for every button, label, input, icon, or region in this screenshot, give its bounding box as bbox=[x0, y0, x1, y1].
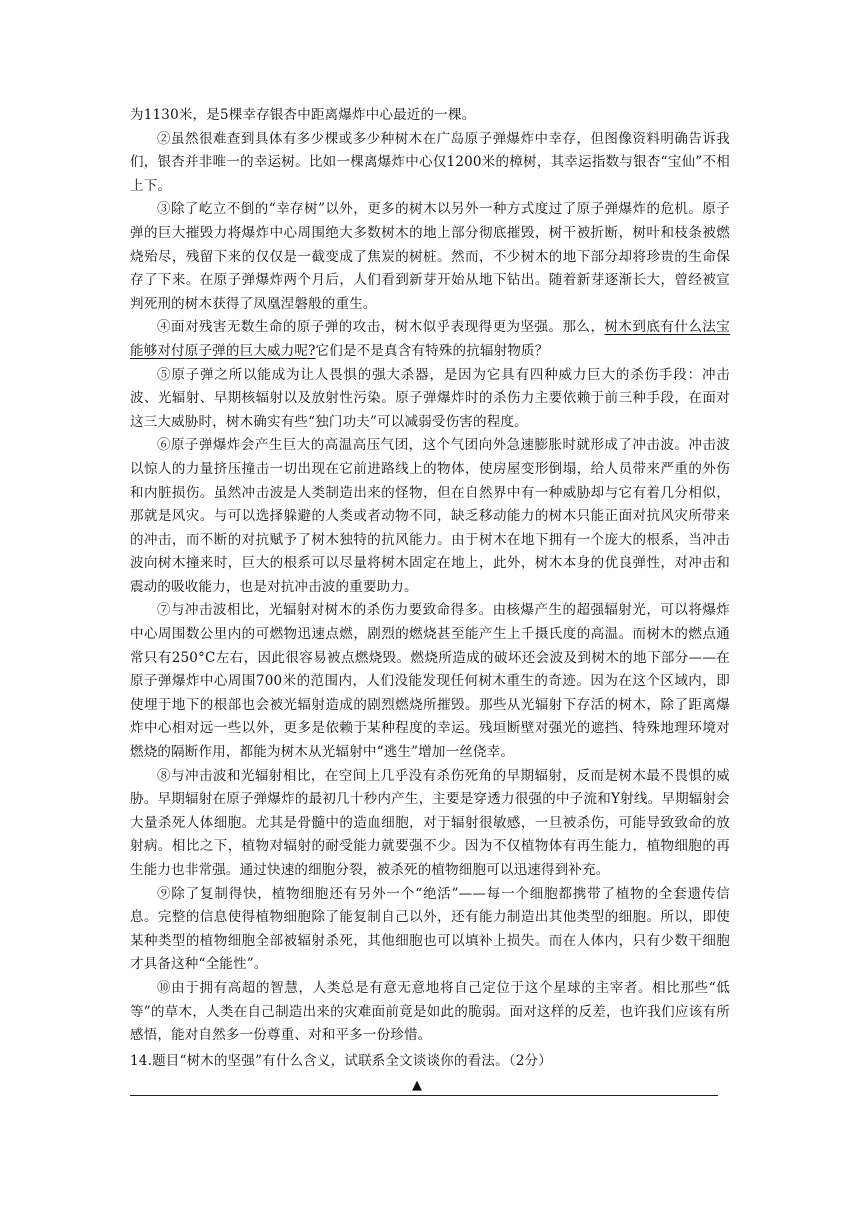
paragraph-5: ⑤原子弹之所以能成为让人畏惧的强大杀器，是因为它具有四种威力巨大的杀伤手段：冲击波、光辐射、早期核辐射以及放射性污染。原子弹爆炸时的杀伤力主要依赖于前三种手段，在面对这三大威胁时，树木确实有些“独门功夫”可以减弱受伤害的程度。 bbox=[130, 366, 730, 430]
underlined-question-sentence: 树木到底有什么法宝能够对付原子弹的巨大威力呢? bbox=[130, 319, 730, 359]
paragraph-6: ⑥原子弹爆炸会产生巨大的高温高压气团，这个气团向外急速膨胀时就形成了冲击波。冲击波以惊人的力量挤压撞击一切出现在它前进路线上的物体，使房屋变形倒塌，给人员带来严重的外伤和内脏损伤。虽然冲击波是人类制造出来的怪物，但在自然界中有一种威胁却与它有着几分相似，那就是风灾。与可以选择躲避的人类或者动物不同，缺乏移动能力的树木只能正面对抗风灾所带来的冲击，而不断的对抗赋予了树木独特的抗风能力。由于树木在地下拥有一个庞大的根系，当冲击波向树木撞来时，巨大的根系可以尽量将树木固定在地上，此外，树木本身的优良弹性，对冲击和震动的吸收能力，也是对抗冲击波的重要助力。 bbox=[130, 437, 730, 595]
question-14: 14.题目“树木的坚强”有什么含义，试联系全文谈谈你的看法。（2分） bbox=[130, 1052, 552, 1069]
paragraph-9: ⑨除了复制得快，植物细胞还有另外一个“绝活”——每一个细胞都携带了植物的全套遗传信息。完整的信息使得植物细胞除了能复制自己以外，还有能力制造出其他类型的细胞。所以，即使某种类型的植物细胞全部被辐射杀死，其他细胞也可以填补上损失。而在人体内，只有少数干细胞才具备这种“全能性”。 bbox=[130, 885, 730, 973]
answer-triangle-icon: ▲ bbox=[412, 1078, 422, 1094]
paragraph-4 bbox=[130, 316, 730, 363]
paragraph-continuation: 为1130米，是5棵幸存银杏中距离爆炸中心最近的一棵。 bbox=[130, 107, 476, 123]
answer-area[interactable] bbox=[130, 1073, 718, 1103]
paragraph-4-tail: 它们是不是真含有特殊的抗辐射物质？ bbox=[315, 342, 549, 359]
paragraph-10: ⑩由于拥有高超的智慧，人类总是有意无意地将自己定位于这个星球的主宰者。相比那些“低等”的草木，人类在自己制造出来的灾难面前竟是如此的脆弱。面对这样的反差，也许我们应该有所感悟，能对自然多一份尊重、对和平多一份珍惜。 bbox=[130, 979, 730, 1044]
answer-line bbox=[130, 1095, 718, 1096]
paragraph-8: ⑧与冲击波和光辐射相比，在空间上几乎没有杀伤死角的早期辐射，反而是树木最不畏惧的威胁。早期辐射在原子弹爆炸的最初几十秒内产生，主要是穿透力很强的中子流和Y射线。早期辐射会大量杀死人体细胞。尤其是骨髓中的造血细胞，对于辐射很敏感，一旦被杀伤，可能导致致命的放射病。相比之下，植物对辐射的耐受能力就要强不少。因为不仅植物体有再生能力，植物细胞的再生能力也非常强。通过快速的细胞分裂，被杀死的植物细胞可以迅速得到补充。 bbox=[130, 767, 730, 878]
paragraph-7: ⑦与冲击波相比，光辐射对树木的杀伤力要致命得多。由核爆产生的超强辐射光，可以将爆炸中心周围数公里内的可燃物迅速点燃，剧烈的燃烧甚至能产生上千摄氏度的高温。而树木的燃点通常只有250°C左右，因此很容易被点燃烧毁。燃烧所造成的破坏还会波及到树木的地下部分——在原子弹爆炸中心周围700米的范围内，人们没能发现任何树木重生的奇迹。因为在这个区域内，即使埋于地下的根部也会被光辐射造成的剧烈燃烧所摧毁。那些从光辐射下存活的树木，除了距离爆炸中心相对远一些以外，更多是依赖于某种程度的幸运。残垣断壁对强光的遮挡、特殊地理环境对燃烧的隔断作用，都能为树木从光辐射中“逃生”增加一丝侥幸。 bbox=[130, 602, 730, 761]
paragraph-3: ③除了屹立不倒的“幸存树”以外，更多的树木以另外一种方式度过了原子弹爆炸的危机。原子弹的巨大摧毁力将爆炸中心周围绝大多数树木的地上部分彻底摧毁，树干被折断，树叶和枝条被燃烧殆尽，残留下来的仅仅是一截变成了焦炭的树桩。然而，不少树木的地下部分却将珍贵的生命保存了下来。在原子弹爆炸两个月后，人们看到新芽开始从地下钻出。随着新芽逐渐长大，曾经被宣判死刑的树木获得了凤凰涅磐般的重生。 bbox=[130, 201, 730, 312]
paragraph-2: ②虽然很难查到具体有多少棵或多少种树木在广岛原子弹爆炸中幸存，但图像资料明确告诉我们，银杏并非唯一的幸运树。比如一棵离爆炸中心仅1200米的樟树，其幸运指数与银杏“宝仙”不相上下。 bbox=[130, 130, 730, 194]
document-page bbox=[130, 104, 730, 1103]
paragraph-4-lead: ④面对残害无数生命的原子弹的攻击，树木似乎表现得更为坚强。那么， bbox=[157, 319, 605, 336]
